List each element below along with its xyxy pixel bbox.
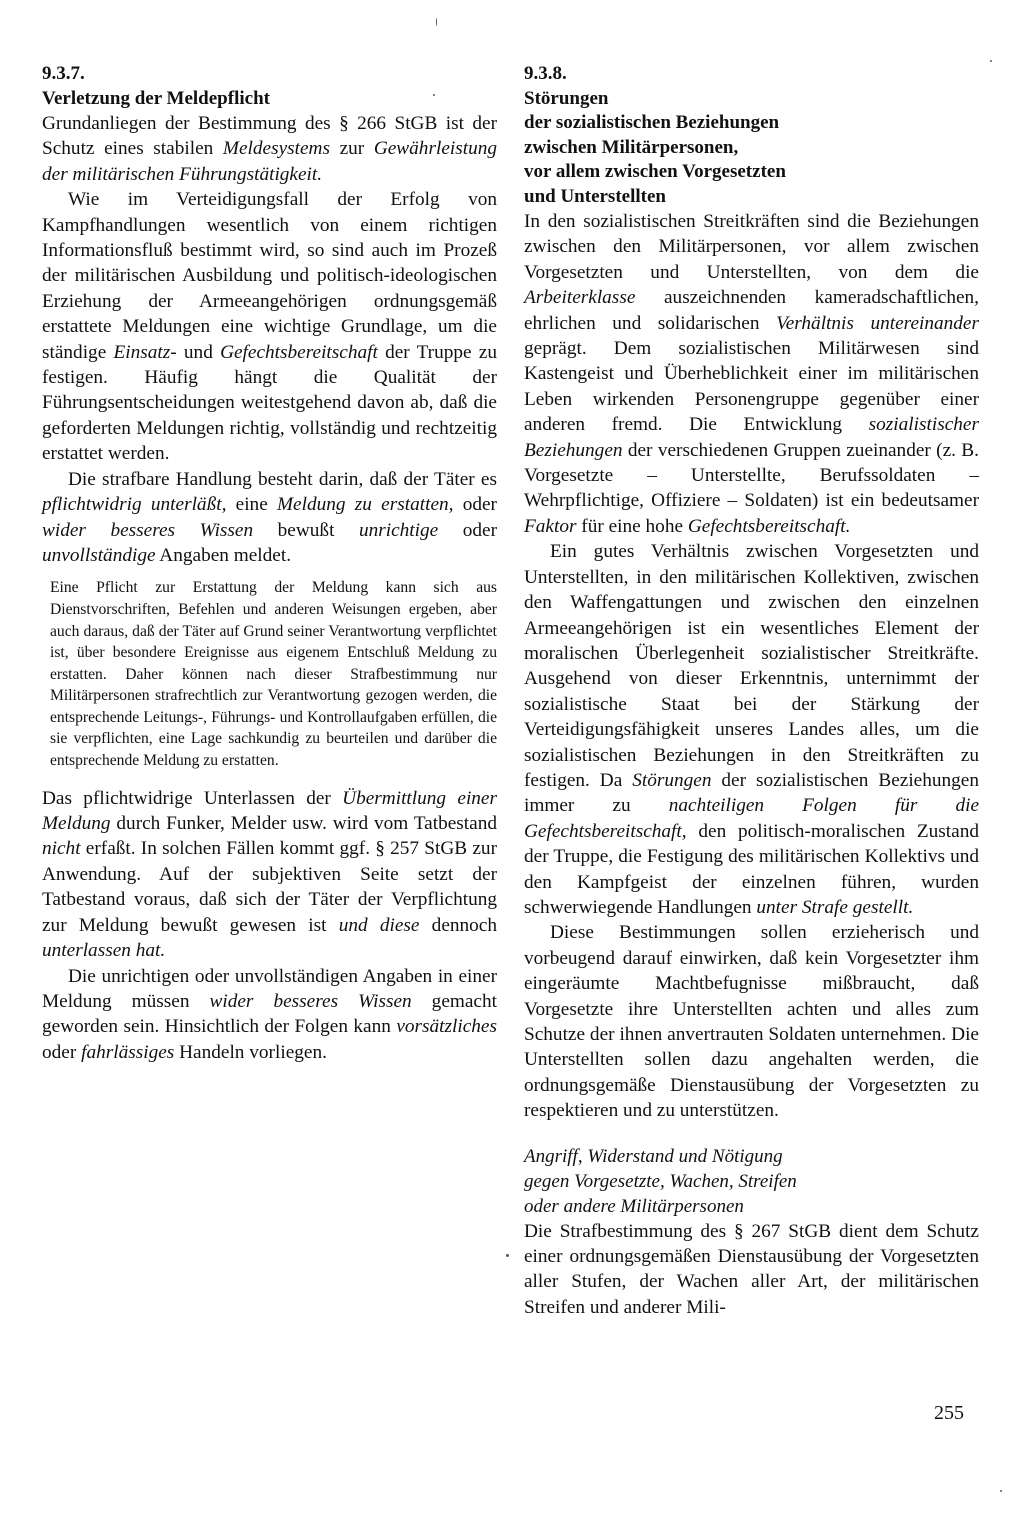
italic-emphasis: Faktor — [524, 515, 577, 537]
subheading-line: gegen Vorgesetzte, Wachen, Streifen — [524, 1170, 797, 1192]
subheading-line: oder andere Militärpersonen — [524, 1195, 744, 1217]
paragraph: Die strafbare Handlung besteht darin, daß der Täter es pflichtwidrig unterläßt, eine Meldung zu erstatten, oder wider besseres Wissen bewußt unrichtige oder unvollständige Angaben meldet. — [42, 468, 497, 566]
section-number: 9.3.7. — [42, 63, 85, 84]
italic-emphasis: unterlassen hat. — [42, 940, 166, 962]
italic-emphasis: pflichtwidrig unterläßt, — [42, 494, 227, 516]
italic-emphasis: unrichtige — [358, 519, 439, 541]
scan-speck — [1000, 1490, 1002, 1492]
section-title: Verletzung der Meldepflicht — [42, 87, 270, 109]
italic-emphasis: nicht — [42, 838, 81, 860]
spacer — [524, 1124, 979, 1144]
right-column — [524, 62, 979, 1320]
paragraph: Die Strafbestimmung des § 267 StGB dient dem Schutz einer ordnungsgemäßen Dienstausübung der Vorgesetzten aller Stufen, der Wachen aller Art, der militärischen Streifen und anderer Mili- — [524, 1220, 979, 1318]
paragraph: In den sozialistischen Streitkräften sind die Beziehungen zwischen den Militärpersonen, vor allem zwischen Vorgesetzten und Unterstellten, von dem die Arbeiterklasse auszeichnenden kameradschaftlichen, ehrlichen und solidarischen Verhältnis untereinander geprägt. Dem sozialistischen Militärwesen sind Kastengeist und Überheblichkeit einer im militärischen Leben wirkenden Personengruppe gegenüber einer anderen fremd. Die Entwicklung sozialistischer Beziehungen der verschiedenen Gruppen zueinander (z. B. Vorgesetzte – Unterstellte, Berufssoldaten – Wehrpflichtige, Offiziere – Soldaten) ist ein bedeutsamer Faktor für eine hohe Gefechtsbereitschaft. — [524, 211, 979, 537]
italic-emphasis: Übermittlung einer Meldung — [42, 787, 497, 835]
italic-emphasis: Meldung zu erstatten, — [277, 494, 454, 516]
italic-emphasis: Einsatz- — [113, 341, 177, 363]
italic-emphasis: unter Strafe gestellt. — [756, 896, 914, 918]
italic-emphasis: wider besseres Wissen — [42, 519, 254, 541]
paragraph: Diese Bestimmungen sollen erzieherisch und vorbeugend darauf einwirken, daß kein Vorgesetzter ihm eingeräumte Machtbefugnisse mißbraucht, daß Vorgesetzte ihre Unterstellten achten und alles zum Schutze der ihnen anvertrauten Soldaten unternehmen. Die Unterstellten sollen dazu angehalten werden, die ordnungsgemäße Dienstausübung der Vorgesetzten zu respektieren und zu unterstützen. — [524, 922, 979, 1122]
italic-emphasis: Störungen — [632, 769, 712, 791]
small-print-paragraph: Eine Pflicht zur Erstattung der Meldung kann sich aus Dienstvorschriften, Befehlen und anderen Weisungen ergeben, aber auch daraus, daß der Täter auf Grund seiner Verantwortung verpflichtet ist, über besondere Ereignisse aus eigenem Entschluß Meldung zu erstatten. Daher können nach dieser Strafbestimmung nur Militärpersonen strafrechtlich zur Verantwortung gezogen werden, die entsprechende Leitungs-, Führungs- und Kontrollaufgaben erfüllen, die sie verpflichten, eine Lage sachkundig zu beurteilen und darüber die entsprechende Meldung zu erstatten. — [50, 579, 497, 770]
page-number: 255 — [934, 1402, 964, 1424]
italic-emphasis: Meldesystems — [222, 138, 330, 160]
scan-speck — [433, 94, 435, 96]
scan-speck — [506, 1254, 509, 1257]
paragraph: Das pflichtwidrige Unterlassen der Übermittlung einer Meldung durch Funker, Melder usw. wird vom Tatbestand nicht erfaßt. In solchen Fällen kommt ggf. § 257 StGB zur Anwendung. Auf der subjektiven Seite setzt der Tatbestand voraus, daß sich der Täter der Verpflichtung zur Meldung bewußt gewesen ist und diese dennoch unterlassen hat. — [42, 787, 498, 962]
left-column — [42, 62, 497, 1065]
subheading-line: Angriff, Widerstand und Nötigung — [524, 1145, 783, 1167]
section-title — [524, 87, 979, 210]
section-number: 9.3.8. — [524, 63, 567, 84]
scan-speck — [436, 18, 437, 26]
italic-emphasis: Gefechtsbereitschaft — [220, 341, 378, 363]
subheading — [524, 1144, 979, 1219]
italic-emphasis: vorsätzliches — [396, 1016, 497, 1038]
italic-emphasis: fahrlässiges — [81, 1041, 175, 1063]
section-title-line: der sozialistischen Beziehungen — [524, 112, 780, 133]
italic-emphasis: Gefechtsbereitschaft. — [687, 515, 851, 537]
italic-emphasis: Gewährleistung der militärischen Führungstätigkeit. — [42, 138, 498, 185]
section-title-line: zwischen Militärpersonen, — [524, 136, 739, 158]
paragraph: Grundanliegen der Bestimmung des § 266 StGB ist der Schutz eines stabilen Meldesystems zur Gewährleistung der militärischen Führungstätigkeit. — [42, 113, 498, 185]
paragraph: Ein gutes Verhältnis zwischen Vorgesetzten und Unterstellten, in den militärischen Kollektiven, zwischen den Waffengattungen und zwischen den einzelnen Armeeangehörigen ist ein wesentliches Element der moralischen Überlegenheit sozialistischer Streitkräfte. Ausgehend von dieser Erkenntnis, unternimmt der sozialistische Staat bei der Stärkung der Verteidigungsfähigkeit unseres Landes alles, um die sozialistischen Beziehungen in den Streitkräften zu festigen. Da Störungen der sozialistischen Beziehungen immer zu nachteiligen Folgen für die Gefechtsbereitschaft, den politisch-moralischen Zustand der Truppe, die Festigung des militärischen Kollektivs und den Kampfgeist der einzelnen führen, wurden schwerwiegende Handlungen unter Strafe gestellt. — [524, 541, 980, 918]
italic-emphasis: wider besseres Wissen — [209, 990, 412, 1012]
scan-speck — [990, 60, 992, 62]
italic-emphasis: Verhältnis untereinander — [776, 312, 979, 334]
italic-emphasis: unvollständige — [42, 544, 156, 566]
italic-emphasis: sozialistischer Beziehungen — [524, 414, 979, 461]
section-title-line: und Unterstellten — [524, 185, 666, 207]
paragraph: Wie im Verteidigungsfall der Erfolg von Kampfhandlungen wesentlich von einem richtigen Informationsfluß bestimmt wird, so sind auch im Prozeß der militärischen Ausbildung und politisch-ideologischen Erziehung der Armeeangehörigen ordnungsgemäß erstattete Meldungen eine wichtige Grundlage, um die ständige Einsatz- und Gefechtsbereitschaft der Truppe zu festigen. Häufig hängt die Qualität der Führungsentscheidungen weitestgehend davon ab, daß die geforderten Meldungen richtig, vollständig und rechtzeitig erstattet werden. — [42, 189, 497, 465]
section-title-line: vor allem zwischen Vorgesetzten — [524, 161, 786, 182]
paragraph: Die unrichtigen oder unvollständigen Angaben in einer Meldung müssen wider besseres Wissen gemacht geworden sein. Hinsichtlich der Folgen kann vorsätzliches oder fahrlässiges Handeln vorliegen. — [42, 965, 497, 1063]
italic-emphasis: nachteiligen Folgen für die Gefechtsbereitschaft, — [524, 795, 980, 842]
italic-emphasis: Arbeiterklasse — [524, 287, 636, 309]
italic-emphasis: und diese — [338, 914, 420, 936]
section-title-line: Störungen — [524, 87, 609, 109]
